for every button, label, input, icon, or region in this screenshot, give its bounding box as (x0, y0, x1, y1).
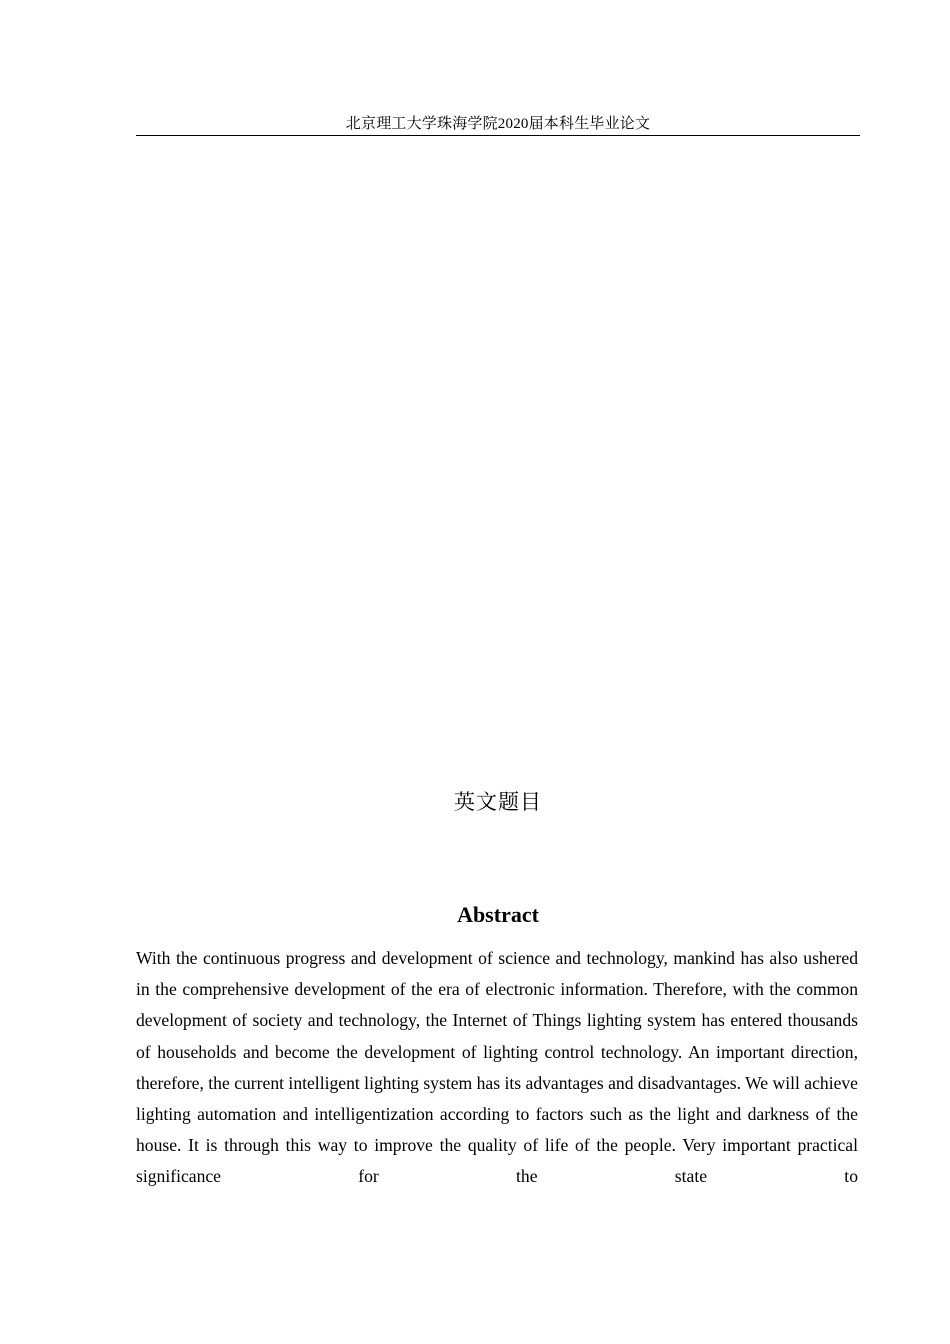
header-rule (136, 135, 860, 136)
abstract-heading: Abstract (457, 902, 539, 927)
english-title-placeholder: 英文题目 (454, 790, 542, 814)
abstract-body: With the continuous progress and development of science and technology, mankind has also ushered in the comprehensive development of the era of electronic information. Therefore, with the common development of society and technology, the Internet of Things lighting system has entered thousands of households and become the development of lighting control technology. An important direction, therefore, the current intelligent lighting system has its advantages and disadvantages. We will achieve lighting automation and intelligentization according to factors such as the light and darkness of the house. It is through this way to improve the quality of life of the people. Very important practical significance for the state to (136, 948, 858, 1187)
running-header: 北京理工大学珠海学院2020届本科生毕业论文 (345, 116, 651, 132)
